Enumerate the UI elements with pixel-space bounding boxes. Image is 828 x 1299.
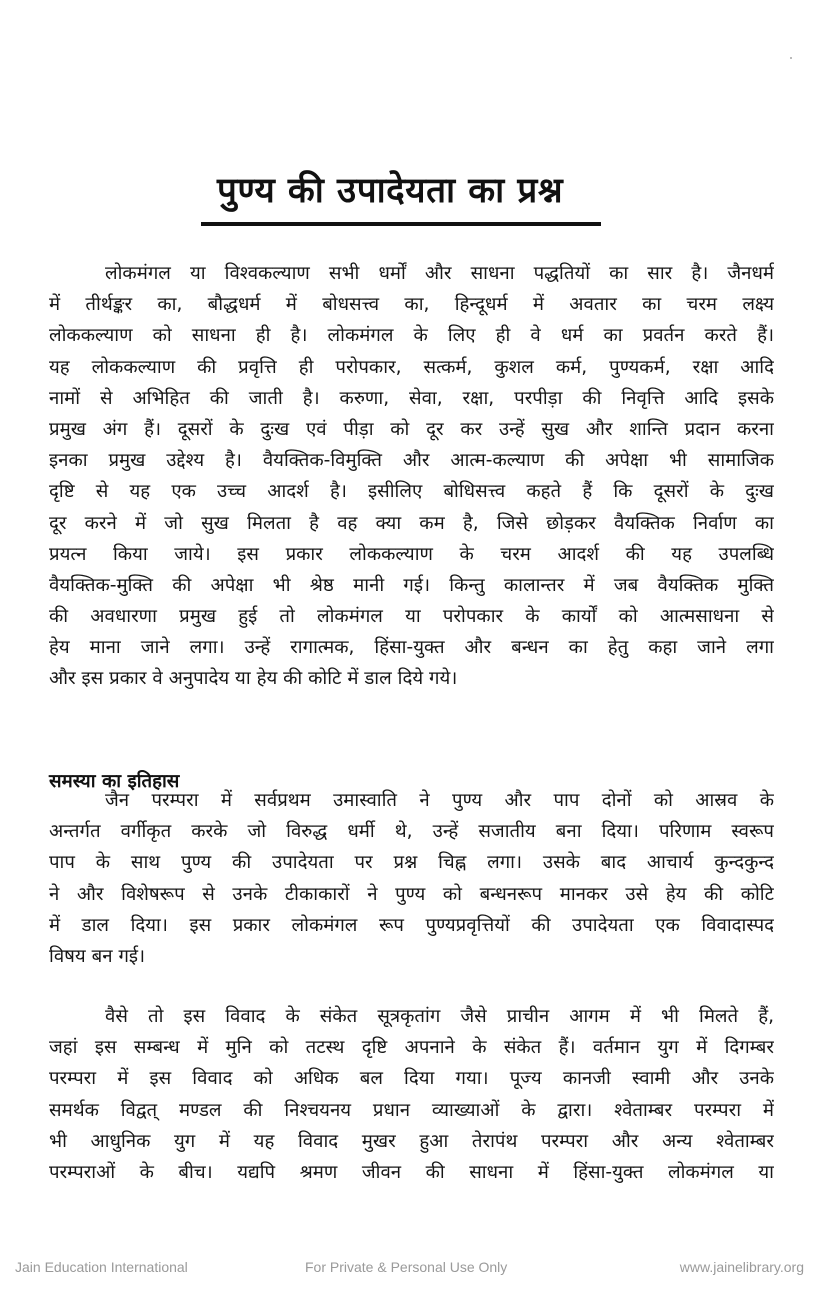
paragraph-3 xyxy=(49,1001,774,1188)
scan-speck xyxy=(790,57,792,59)
text-line: प्रयत्न किया जाये। इस प्रकार लोककल्याण के चरम आदर्श की यह उपलब्धि xyxy=(49,543,774,565)
text-line: पाप के साथ पुण्य की उपादेयता पर प्रश्न चिह्न लगा। उसके बाद आचार्य कुन्दकुन्द xyxy=(49,852,774,874)
footer-publisher: Jain Education International xyxy=(15,1259,188,1275)
text-line: समर्थक विद्वत् मण्डल की निश्चयनय प्रधान व्याख्याओं के द्वारा। श्वेताम्बर परम्परा में xyxy=(49,1099,774,1121)
text-line: लोककल्याण को साधना ही है। लोकमंगल के लिए ही वे धर्म का प्रवर्तन करते हैं। xyxy=(49,325,774,347)
paragraph-1 xyxy=(49,258,774,695)
text-line: जहां इस सम्बन्ध में मुनि को तटस्थ दृष्टि अपनाने के संकेत हैं। वर्तमान युग में दिगम्बर xyxy=(49,1037,774,1059)
text-line: भी आधुनिक युग में यह विवाद मुखर हुआ तेरापंथ परम्परा और अन्य श्वेताम्बर xyxy=(49,1130,774,1152)
text-line: लोकमंगल या विश्वकल्याण सभी धर्मों और साधना पद्धतियों का सार है। जैनधर्म xyxy=(105,263,774,284)
text-line: ने और विशेषरूप से उनके टीकाकारों ने पुण्य को बन्धनरूप मानकर उसे हेय की कोटि xyxy=(49,883,774,905)
text-line: में तीर्थङ्कर का, बौद्धधर्म में बोधसत्त्व का, हिन्दूधर्म में अवतार का चरम लक्ष्य xyxy=(49,294,774,316)
text-line: परम्पराओं के बीच। यद्यपि श्रमण जीवन की साधना में हिंसा-युक्त लोकमंगल या xyxy=(49,1161,774,1183)
paragraph-2 xyxy=(49,785,774,972)
section-heading: समस्या का इतिहास xyxy=(49,771,180,793)
title-underline xyxy=(201,222,601,226)
text-line: दूर करने में जो सुख मिलता है वह क्या कम है, जिसे छोड़कर वैयक्तिक निर्वाण का xyxy=(49,512,774,534)
text-line: वैयक्तिक-मुक्ति की अपेक्षा भी श्रेष्ठ मानी गई। किन्तु कालान्तर में जब वैयक्तिक मुक्ति xyxy=(49,574,774,596)
text-line: में डाल दिया। इस प्रकार लोकमंगल रूप पुण्यप्रवृत्तियों की उपादेयता एक विवादास्पद xyxy=(49,914,774,936)
text-line: परम्परा में इस विवाद को अधिक बल दिया गया। पूज्य कानजी स्वामी और उनके xyxy=(49,1068,774,1090)
text-line: दृष्टि से यह एक उच्च आदर्श है। इसीलिए बोधिसत्त्व कहते हैं कि दूसरों के दुःख xyxy=(49,481,774,503)
page-title: पुण्य की उपादेयता का प्रश्न xyxy=(216,171,564,212)
text-line: विषय बन गई। xyxy=(49,945,146,967)
text-line: जैन परम्परा में सर्वप्रथम उमास्वाति ने पुण्य और पाप दोनों को आस्रव के xyxy=(105,790,774,811)
text-line: वैसे तो इस विवाद के संकेत सूत्रकृतांग जैसे प्राचीन आगम में भी मिलते हैं, xyxy=(105,1006,774,1027)
text-line: अन्तर्गत वर्गीकृत करके जो विरुद्ध धर्मी थे, उन्हें सजातीय बना दिया। परिणाम स्वरूप xyxy=(49,821,774,843)
text-line: इनका प्रमुख उद्देश्य है। वैयक्तिक-विमुक्ति और आत्म-कल्याण की अपेक्षा भी सामाजिक xyxy=(49,450,774,472)
footer-usage-notice: For Private & Personal Use Only xyxy=(305,1259,508,1275)
footer-website-link[interactable]: www.jainelibrary.org xyxy=(679,1259,804,1275)
text-line: यह लोककल्याण की प्रवृत्ति ही परोपकार, सत्कर्म, कुशल कर्म, पुण्यकर्म, रक्षा आदि xyxy=(49,356,774,378)
text-line: की अवधारणा प्रमुख हुई तो लोकमंगल या परोपकार के कार्यों को आत्मसाधना से xyxy=(49,606,774,628)
page-footer xyxy=(0,1257,828,1281)
text-line: हेय माना जाने लगा। उन्हें रागात्मक, हिंसा-युक्त और बन्धन का हेतु कहा जाने लगा xyxy=(49,637,774,659)
text-line: प्रमुख अंग हैं। दूसरों के दुःख एवं पीड़ा को दूर कर उन्हें सुख और शान्ति प्रदान करना xyxy=(49,418,774,440)
text-line: नामों से अभिहित की जाती है। करुणा, सेवा, रक्षा, परपीड़ा की निवृत्ति आदि इसके xyxy=(49,387,774,409)
text-line: और इस प्रकार वे अनुपादेय या हेय की कोटि में डाल दिये गये। xyxy=(49,668,458,690)
